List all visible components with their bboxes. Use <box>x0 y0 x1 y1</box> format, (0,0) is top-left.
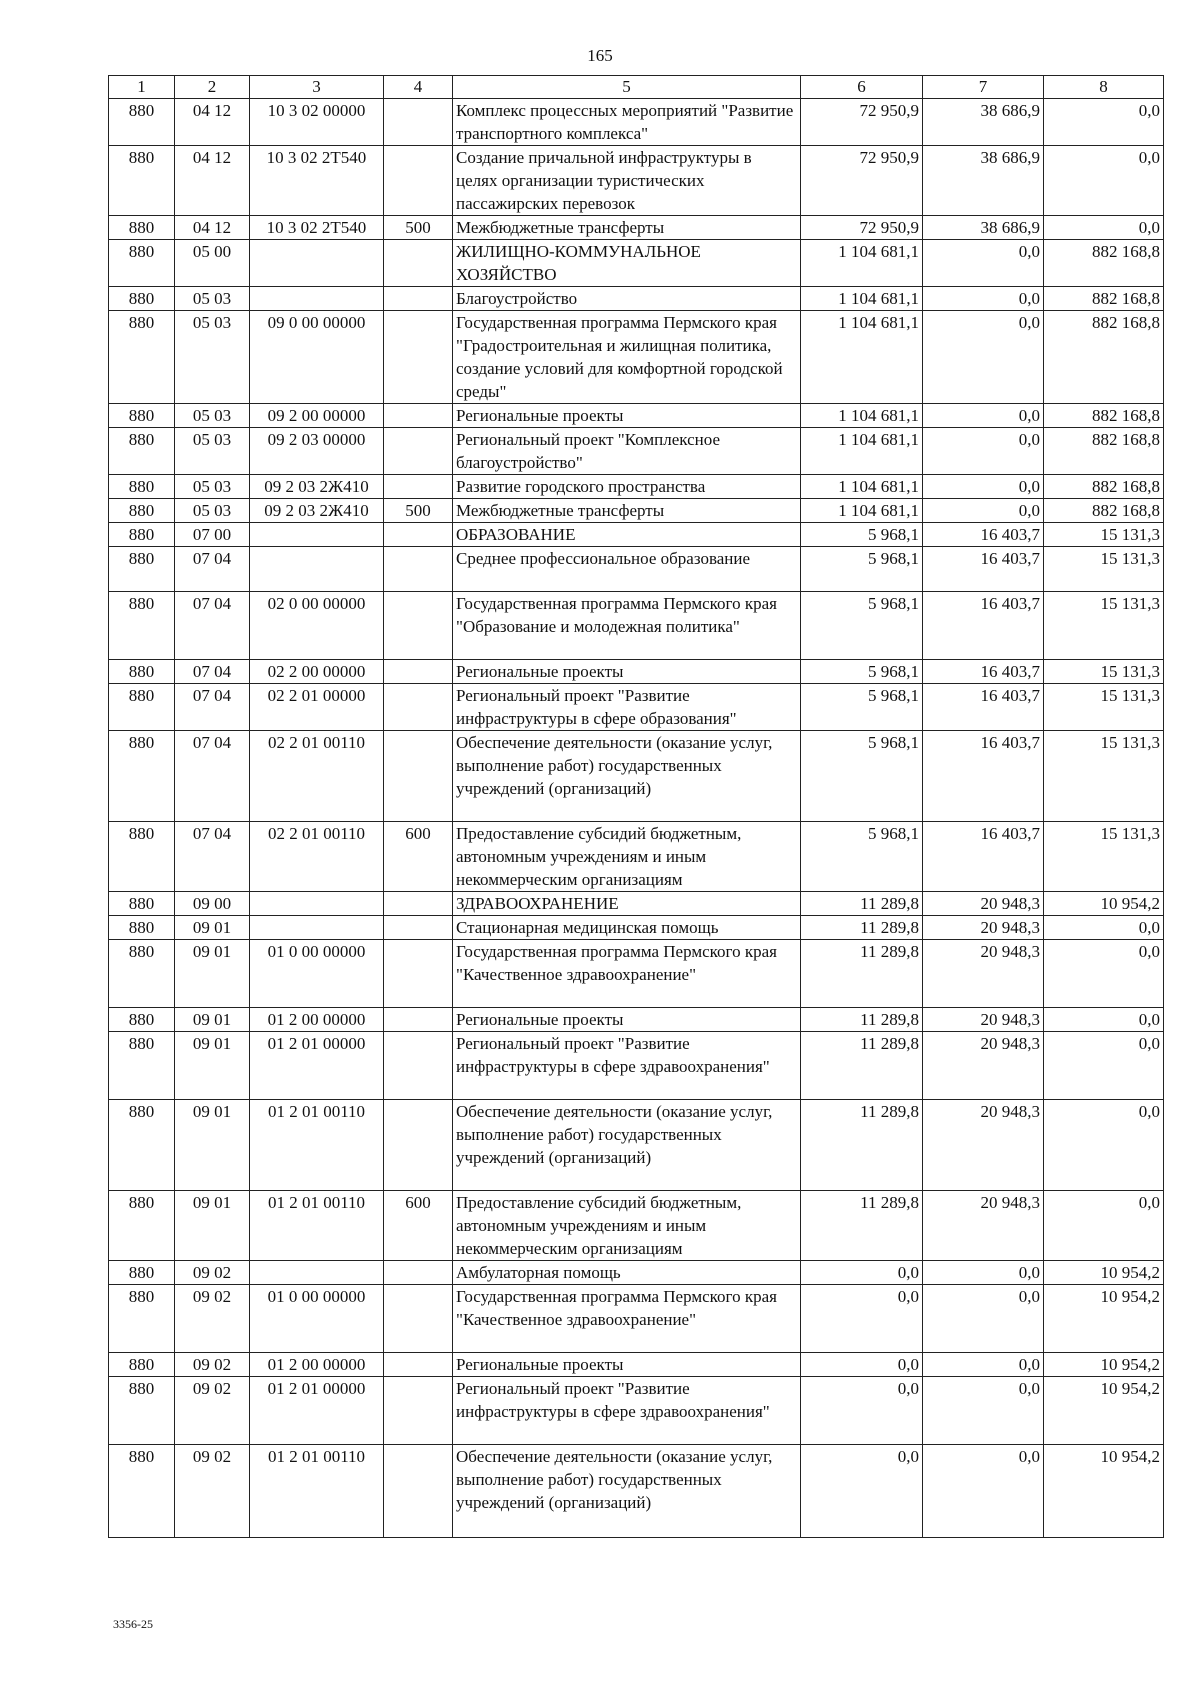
amount-col6-cell: 72 950,9 <box>801 99 923 146</box>
description-cell: Региональный проект "Развитие инфраструктуры в сфере здравоохранения" <box>453 1032 801 1100</box>
table-row <box>109 475 1164 499</box>
expense-type-cell <box>384 1261 453 1285</box>
section-code-cell: 09 01 <box>175 1191 250 1261</box>
amount-col6-cell: 0,0 <box>801 1353 923 1377</box>
section-code-cell: 04 12 <box>175 216 250 240</box>
expense-type-cell: 600 <box>384 822 453 892</box>
expense-type-cell <box>384 311 453 404</box>
target-article-cell: 01 2 00 00000 <box>250 1008 384 1032</box>
amount-col8-cell: 10 954,2 <box>1044 1261 1164 1285</box>
amount-col8-cell: 882 168,8 <box>1044 404 1164 428</box>
expense-type-cell <box>384 287 453 311</box>
admin-code-cell: 880 <box>109 1032 175 1100</box>
amount-col6-cell: 5 968,1 <box>801 592 923 660</box>
table-row <box>109 1445 1164 1538</box>
amount-col7-cell: 20 948,3 <box>923 1032 1044 1100</box>
expense-type-cell <box>384 1100 453 1191</box>
description-cell: Благоустройство <box>453 287 801 311</box>
table-row <box>109 99 1164 146</box>
target-article-cell <box>250 916 384 940</box>
amount-col8-cell: 0,0 <box>1044 1100 1164 1191</box>
table-row <box>109 404 1164 428</box>
amount-col8-cell: 882 168,8 <box>1044 428 1164 475</box>
amount-col6-cell: 5 968,1 <box>801 731 923 822</box>
amount-col6-cell: 5 968,1 <box>801 523 923 547</box>
amount-col7-cell: 0,0 <box>923 311 1044 404</box>
amount-col8-cell: 10 954,2 <box>1044 1353 1164 1377</box>
amount-col7-cell: 20 948,3 <box>923 1008 1044 1032</box>
column-header: 3 <box>250 76 384 99</box>
expense-type-cell <box>384 475 453 499</box>
section-code-cell: 09 01 <box>175 940 250 1008</box>
table-row <box>109 660 1164 684</box>
admin-code-cell: 880 <box>109 1100 175 1191</box>
expense-type-cell <box>384 592 453 660</box>
table-row <box>109 1261 1164 1285</box>
target-article-cell: 02 2 00 00000 <box>250 660 384 684</box>
description-cell: Стационарная медицинская помощь <box>453 916 801 940</box>
table-row <box>109 916 1164 940</box>
target-article-cell <box>250 523 384 547</box>
column-header: 2 <box>175 76 250 99</box>
amount-col8-cell: 15 131,3 <box>1044 523 1164 547</box>
amount-col8-cell: 0,0 <box>1044 1032 1164 1100</box>
document-code: 3356-25 <box>113 1617 153 1631</box>
target-article-cell <box>250 1261 384 1285</box>
target-article-cell: 01 2 01 00000 <box>250 1377 384 1445</box>
target-article-cell: 09 2 03 00000 <box>250 428 384 475</box>
section-code-cell: 07 04 <box>175 731 250 822</box>
amount-col8-cell: 15 131,3 <box>1044 684 1164 731</box>
section-code-cell: 05 03 <box>175 428 250 475</box>
admin-code-cell: 880 <box>109 1191 175 1261</box>
amount-col6-cell: 0,0 <box>801 1445 923 1538</box>
amount-col6-cell: 5 968,1 <box>801 822 923 892</box>
target-article-cell: 10 3 02 2Т540 <box>250 216 384 240</box>
target-article-cell <box>250 287 384 311</box>
table-row <box>109 240 1164 287</box>
amount-col7-cell: 0,0 <box>923 428 1044 475</box>
section-code-cell: 05 00 <box>175 240 250 287</box>
amount-col6-cell: 11 289,8 <box>801 1191 923 1261</box>
table-row <box>109 684 1164 731</box>
target-article-cell: 01 2 00 00000 <box>250 1353 384 1377</box>
amount-col6-cell: 5 968,1 <box>801 660 923 684</box>
amount-col8-cell: 15 131,3 <box>1044 822 1164 892</box>
target-article-cell: 02 2 01 00110 <box>250 822 384 892</box>
description-cell: Региональные проекты <box>453 1008 801 1032</box>
expense-type-cell <box>384 1008 453 1032</box>
expense-type-cell <box>384 146 453 216</box>
amount-col8-cell: 15 131,3 <box>1044 731 1164 822</box>
expense-type-cell <box>384 428 453 475</box>
admin-code-cell: 880 <box>109 940 175 1008</box>
amount-col8-cell: 15 131,3 <box>1044 547 1164 592</box>
description-cell: ЗДРАВООХРАНЕНИЕ <box>453 892 801 916</box>
admin-code-cell: 880 <box>109 311 175 404</box>
amount-col8-cell: 882 168,8 <box>1044 499 1164 523</box>
description-cell: Обеспечение деятельности (оказание услуг, выполнение работ) государственных учреждений (организаций) <box>453 731 801 822</box>
amount-col8-cell: 10 954,2 <box>1044 1377 1164 1445</box>
section-code-cell: 04 12 <box>175 146 250 216</box>
amount-col7-cell: 0,0 <box>923 499 1044 523</box>
target-article-cell: 09 2 03 2Ж410 <box>250 499 384 523</box>
description-cell: Межбюджетные трансферты <box>453 499 801 523</box>
amount-col8-cell: 0,0 <box>1044 99 1164 146</box>
target-article-cell <box>250 240 384 287</box>
amount-col6-cell: 5 968,1 <box>801 684 923 731</box>
description-cell: Обеспечение деятельности (оказание услуг, выполнение работ) государственных учреждений (организаций) <box>453 1445 801 1538</box>
amount-col8-cell: 10 954,2 <box>1044 1285 1164 1353</box>
admin-code-cell: 880 <box>109 523 175 547</box>
amount-col6-cell: 1 104 681,1 <box>801 499 923 523</box>
expense-type-cell <box>384 1032 453 1100</box>
amount-col8-cell: 882 168,8 <box>1044 311 1164 404</box>
section-code-cell: 07 04 <box>175 547 250 592</box>
amount-col6-cell: 5 968,1 <box>801 547 923 592</box>
admin-code-cell: 880 <box>109 287 175 311</box>
expense-type-cell <box>384 660 453 684</box>
table-row <box>109 1100 1164 1191</box>
table-row <box>109 1353 1164 1377</box>
page-number: 165 <box>587 46 613 65</box>
expense-type-cell <box>384 547 453 592</box>
amount-col8-cell: 0,0 <box>1044 1191 1164 1261</box>
admin-code-cell: 880 <box>109 1008 175 1032</box>
expense-type-cell <box>384 940 453 1008</box>
expense-type-cell <box>384 1285 453 1353</box>
description-cell: Государственная программа Пермского края "Качественное здравоохранение" <box>453 1285 801 1353</box>
table-row <box>109 146 1164 216</box>
admin-code-cell: 880 <box>109 1445 175 1538</box>
amount-col7-cell: 16 403,7 <box>923 523 1044 547</box>
amount-col8-cell: 10 954,2 <box>1044 1445 1164 1538</box>
section-code-cell: 09 00 <box>175 892 250 916</box>
target-article-cell: 02 2 01 00110 <box>250 731 384 822</box>
amount-col6-cell: 1 104 681,1 <box>801 428 923 475</box>
expense-type-cell <box>384 1353 453 1377</box>
amount-col7-cell: 0,0 <box>923 1377 1044 1445</box>
section-code-cell: 05 03 <box>175 404 250 428</box>
description-cell: Государственная программа Пермского края "Образование и молодежная политика" <box>453 592 801 660</box>
amount-col7-cell: 0,0 <box>923 240 1044 287</box>
description-cell: Региональные проекты <box>453 1353 801 1377</box>
amount-col6-cell: 1 104 681,1 <box>801 404 923 428</box>
section-code-cell: 09 01 <box>175 1100 250 1191</box>
table-row <box>109 1285 1164 1353</box>
target-article-cell: 01 2 01 00000 <box>250 1032 384 1100</box>
table-row <box>109 1191 1164 1261</box>
table-row <box>109 1032 1164 1100</box>
target-article-cell: 09 2 03 2Ж410 <box>250 475 384 499</box>
amount-col8-cell: 882 168,8 <box>1044 475 1164 499</box>
target-article-cell: 01 2 01 00110 <box>250 1100 384 1191</box>
amount-col6-cell: 11 289,8 <box>801 1008 923 1032</box>
amount-col8-cell: 0,0 <box>1044 216 1164 240</box>
amount-col7-cell: 0,0 <box>923 1353 1044 1377</box>
amount-col6-cell: 1 104 681,1 <box>801 240 923 287</box>
expense-type-cell: 600 <box>384 1191 453 1261</box>
admin-code-cell: 880 <box>109 892 175 916</box>
amount-col6-cell: 0,0 <box>801 1377 923 1445</box>
target-article-cell: 09 0 00 00000 <box>250 311 384 404</box>
column-header: 5 <box>453 76 801 99</box>
admin-code-cell: 880 <box>109 1353 175 1377</box>
amount-col7-cell: 16 403,7 <box>923 822 1044 892</box>
expense-type-cell <box>384 240 453 287</box>
description-cell: Создание причальной инфраструктуры в целях организации туристических пассажирских перевозок <box>453 146 801 216</box>
column-header: 1 <box>109 76 175 99</box>
admin-code-cell: 880 <box>109 99 175 146</box>
table-row <box>109 499 1164 523</box>
amount-col7-cell: 0,0 <box>923 1261 1044 1285</box>
amount-col7-cell: 20 948,3 <box>923 892 1044 916</box>
section-code-cell: 09 02 <box>175 1377 250 1445</box>
admin-code-cell: 880 <box>109 404 175 428</box>
amount-col7-cell: 38 686,9 <box>923 216 1044 240</box>
admin-code-cell: 880 <box>109 499 175 523</box>
admin-code-cell: 880 <box>109 240 175 287</box>
amount-col7-cell: 38 686,9 <box>923 146 1044 216</box>
section-code-cell: 09 01 <box>175 1032 250 1100</box>
expense-type-cell <box>384 892 453 916</box>
table-row <box>109 311 1164 404</box>
target-article-cell <box>250 892 384 916</box>
expense-type-cell <box>384 731 453 822</box>
description-cell: Межбюджетные трансферты <box>453 216 801 240</box>
amount-col6-cell: 0,0 <box>801 1285 923 1353</box>
description-cell: Среднее профессиональное образование <box>453 547 801 592</box>
amount-col7-cell: 0,0 <box>923 475 1044 499</box>
description-cell: Предоставление субсидий бюджетным, автономным учреждениям и иным некоммерческим организациям <box>453 1191 801 1261</box>
amount-col6-cell: 1 104 681,1 <box>801 475 923 499</box>
section-code-cell: 07 04 <box>175 660 250 684</box>
amount-col6-cell: 0,0 <box>801 1261 923 1285</box>
amount-col6-cell: 11 289,8 <box>801 892 923 916</box>
admin-code-cell: 880 <box>109 146 175 216</box>
description-cell: Региональный проект "Развитие инфраструктуры в сфере образования" <box>453 684 801 731</box>
target-article-cell: 10 3 02 00000 <box>250 99 384 146</box>
amount-col8-cell: 0,0 <box>1044 940 1164 1008</box>
target-article-cell: 02 0 00 00000 <box>250 592 384 660</box>
section-code-cell: 09 02 <box>175 1285 250 1353</box>
table-row <box>109 287 1164 311</box>
amount-col7-cell: 38 686,9 <box>923 99 1044 146</box>
table-row <box>109 428 1164 475</box>
amount-col7-cell: 16 403,7 <box>923 660 1044 684</box>
section-code-cell: 05 03 <box>175 499 250 523</box>
admin-code-cell: 880 <box>109 731 175 822</box>
admin-code-cell: 880 <box>109 428 175 475</box>
table-row <box>109 940 1164 1008</box>
expense-type-cell <box>384 523 453 547</box>
budget-table <box>108 75 1164 1538</box>
description-cell: Региональные проекты <box>453 404 801 428</box>
section-code-cell: 09 02 <box>175 1353 250 1377</box>
admin-code-cell: 880 <box>109 660 175 684</box>
expense-type-cell <box>384 684 453 731</box>
section-code-cell: 07 00 <box>175 523 250 547</box>
amount-col8-cell: 882 168,8 <box>1044 287 1164 311</box>
target-article-cell: 01 2 01 00110 <box>250 1445 384 1538</box>
amount-col7-cell: 20 948,3 <box>923 940 1044 1008</box>
description-cell: Государственная программа Пермского края "Качественное здравоохранение" <box>453 940 801 1008</box>
amount-col8-cell: 0,0 <box>1044 146 1164 216</box>
section-code-cell: 07 04 <box>175 592 250 660</box>
admin-code-cell: 880 <box>109 684 175 731</box>
expense-type-cell <box>384 404 453 428</box>
amount-col7-cell: 16 403,7 <box>923 547 1044 592</box>
admin-code-cell: 880 <box>109 916 175 940</box>
amount-col8-cell: 15 131,3 <box>1044 592 1164 660</box>
amount-col7-cell: 0,0 <box>923 1445 1044 1538</box>
table-row <box>109 523 1164 547</box>
amount-col6-cell: 11 289,8 <box>801 940 923 1008</box>
amount-col8-cell: 882 168,8 <box>1044 240 1164 287</box>
admin-code-cell: 880 <box>109 822 175 892</box>
section-code-cell: 05 03 <box>175 475 250 499</box>
amount-col6-cell: 1 104 681,1 <box>801 311 923 404</box>
description-cell: Региональные проекты <box>453 660 801 684</box>
table-row <box>109 1377 1164 1445</box>
description-cell: ЖИЛИЩНО-КОММУНАЛЬНОЕ ХОЗЯЙСТВО <box>453 240 801 287</box>
section-code-cell: 05 03 <box>175 287 250 311</box>
amount-col7-cell: 16 403,7 <box>923 684 1044 731</box>
description-cell: ОБРАЗОВАНИЕ <box>453 523 801 547</box>
table-row <box>109 892 1164 916</box>
section-code-cell: 09 02 <box>175 1261 250 1285</box>
amount-col7-cell: 20 948,3 <box>923 1191 1044 1261</box>
amount-col8-cell: 10 954,2 <box>1044 892 1164 916</box>
section-code-cell: 09 01 <box>175 1008 250 1032</box>
amount-col7-cell: 0,0 <box>923 1285 1044 1353</box>
admin-code-cell: 880 <box>109 547 175 592</box>
table-row <box>109 1008 1164 1032</box>
amount-col6-cell: 72 950,9 <box>801 216 923 240</box>
table-row <box>109 547 1164 592</box>
column-header: 7 <box>923 76 1044 99</box>
expense-type-cell <box>384 916 453 940</box>
description-cell: Амбулаторная помощь <box>453 1261 801 1285</box>
target-article-cell <box>250 547 384 592</box>
table-row <box>109 592 1164 660</box>
expense-type-cell <box>384 1377 453 1445</box>
section-code-cell: 09 01 <box>175 916 250 940</box>
amount-col6-cell: 1 104 681,1 <box>801 287 923 311</box>
description-cell: Предоставление субсидий бюджетным, автономным учреждениям и иным некоммерческим организациям <box>453 822 801 892</box>
description-cell: Государственная программа Пермского края "Градостроительная и жилищная политика, создание условий для комфортной городской среды" <box>453 311 801 404</box>
table-body <box>109 76 1164 1538</box>
section-code-cell: 09 02 <box>175 1445 250 1538</box>
column-header: 6 <box>801 76 923 99</box>
admin-code-cell: 880 <box>109 216 175 240</box>
admin-code-cell: 880 <box>109 475 175 499</box>
amount-col6-cell: 11 289,8 <box>801 1032 923 1100</box>
description-cell: Региональный проект "Развитие инфраструктуры в сфере здравоохранения" <box>453 1377 801 1445</box>
description-cell: Обеспечение деятельности (оказание услуг, выполнение работ) государственных учреждений (организаций) <box>453 1100 801 1191</box>
column-header: 8 <box>1044 76 1164 99</box>
admin-code-cell: 880 <box>109 1285 175 1353</box>
expense-type-cell <box>384 99 453 146</box>
amount-col6-cell: 11 289,8 <box>801 1100 923 1191</box>
target-article-cell: 09 2 00 00000 <box>250 404 384 428</box>
amount-col8-cell: 0,0 <box>1044 916 1164 940</box>
amount-col6-cell: 72 950,9 <box>801 146 923 216</box>
section-code-cell: 07 04 <box>175 684 250 731</box>
amount-col6-cell: 11 289,8 <box>801 916 923 940</box>
amount-col7-cell: 0,0 <box>923 404 1044 428</box>
description-cell: Комплекс процессных мероприятий "Развитие транспортного комплекса" <box>453 99 801 146</box>
expense-type-cell: 500 <box>384 499 453 523</box>
amount-col7-cell: 16 403,7 <box>923 592 1044 660</box>
description-cell: Региональный проект "Комплексное благоустройство" <box>453 428 801 475</box>
expense-type-cell <box>384 1445 453 1538</box>
description-cell: Развитие городского пространства <box>453 475 801 499</box>
admin-code-cell: 880 <box>109 592 175 660</box>
amount-col7-cell: 20 948,3 <box>923 1100 1044 1191</box>
target-article-cell: 01 0 00 00000 <box>250 1285 384 1353</box>
amount-col7-cell: 20 948,3 <box>923 916 1044 940</box>
target-article-cell: 02 2 01 00000 <box>250 684 384 731</box>
target-article-cell: 01 0 00 00000 <box>250 940 384 1008</box>
amount-col7-cell: 0,0 <box>923 287 1044 311</box>
table-row <box>109 822 1164 892</box>
section-code-cell: 05 03 <box>175 311 250 404</box>
amount-col8-cell: 15 131,3 <box>1044 660 1164 684</box>
admin-code-cell: 880 <box>109 1377 175 1445</box>
column-header: 4 <box>384 76 453 99</box>
table-header-row <box>109 76 1164 99</box>
amount-col7-cell: 16 403,7 <box>923 731 1044 822</box>
amount-col8-cell: 0,0 <box>1044 1008 1164 1032</box>
target-article-cell: 01 2 01 00110 <box>250 1191 384 1261</box>
section-code-cell: 07 04 <box>175 822 250 892</box>
expense-type-cell: 500 <box>384 216 453 240</box>
section-code-cell: 04 12 <box>175 99 250 146</box>
target-article-cell: 10 3 02 2Т540 <box>250 146 384 216</box>
table-row <box>109 731 1164 822</box>
table-row <box>109 216 1164 240</box>
admin-code-cell: 880 <box>109 1261 175 1285</box>
